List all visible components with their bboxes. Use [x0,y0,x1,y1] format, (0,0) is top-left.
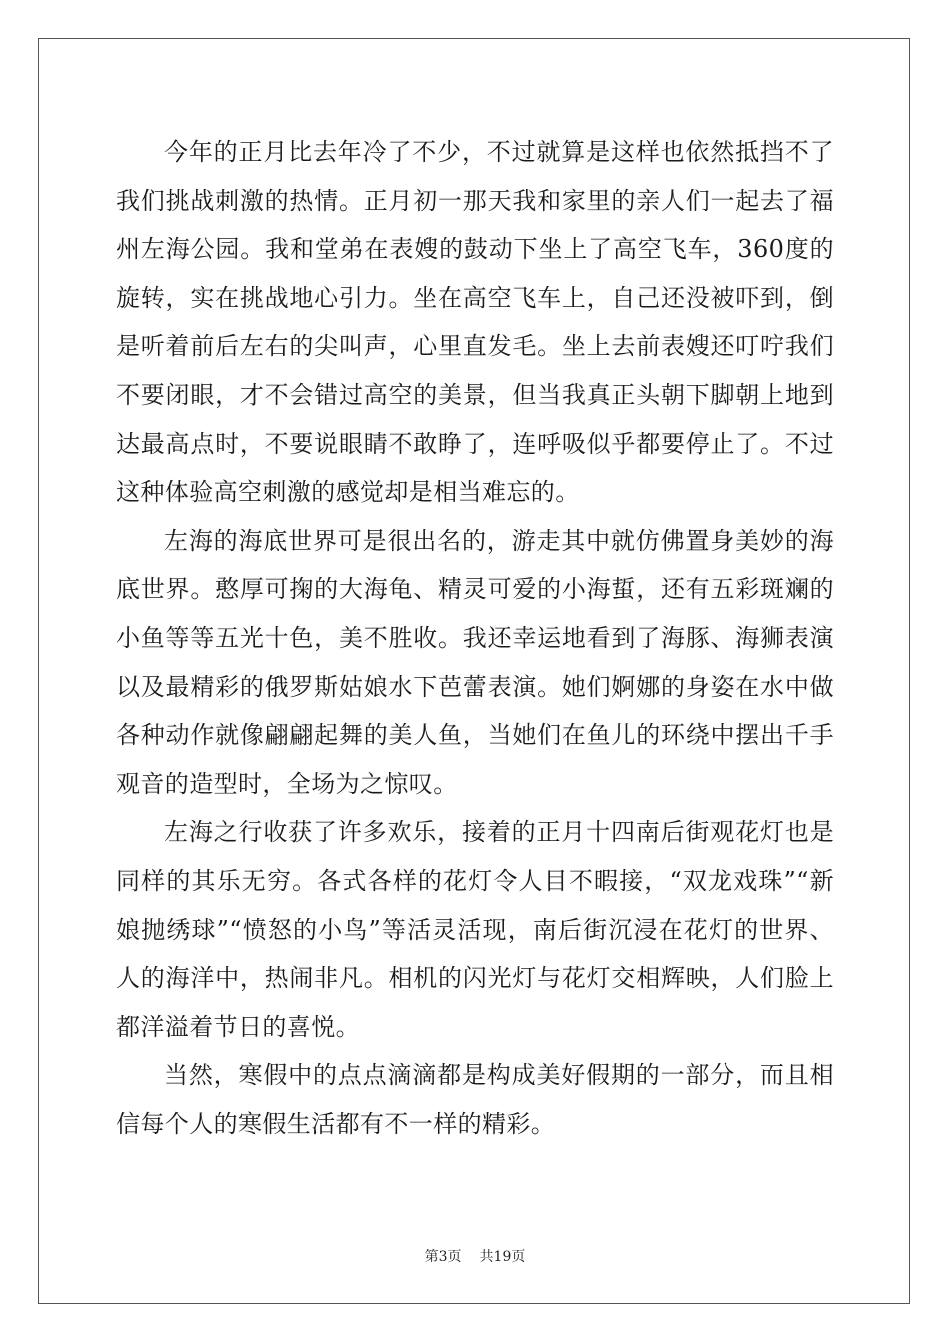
paragraph-3: 左海之行收获了许多欢乐，接着的正月十四南后街观花灯也是同样的其乐无穷。各式各样的花灯令人目不暇接，“双龙戏珠”“新娘抛绣球”“愤怒的小鸟”等活灵活现，南后街沉浸在花灯的世界、人的海洋中，热闹非凡。相机的闪光灯与花灯交相辉映，人们脸上都洋溢着节日的喜悦。 [116,818,834,1041]
page-footer [0,1246,950,1266]
paragraph-4: 当然，寒假中的点点滴滴都是构成美好假期的一部分，而且相信每个人的寒假生活都有不一样的精彩。 [116,1061,834,1138]
paragraph-2: 左海的海底世界可是很出名的，游走其中就仿佛置身美妙的海底世界。憨厚可掬的大海龟、精灵可爱的小海蜇，还有五彩斑斓的小鱼等等五光十色，美不胜收。我还幸运地看到了海豚、海狮表演以及最精彩的俄罗斯姑娘水下芭蕾表演。她们婀娜的身姿在水中做各种动作就像翩翩起舞的美人鱼，当她们在鱼儿的环绕中摆出千手观音的造型时，全场为之惊叹。 [116,526,834,798]
paragraph-1: 今年的正月比去年冷了不少，不过就算是这样也依然抵挡不了我们挑战刺激的热情。正月初一那天我和家里的亲人们一起去了福州左海公园。我和堂弟在表嫂的鼓动下坐上了高空飞车，360度的旋转，实在挑战地心引力。坐在高空飞车上，自己还没被吓到，倒是听着前后左右的尖叫声，心里直发毛。坐上去前表嫂还叮咛我们不要闭眼，才不会错过高空的美景，但当我真正头朝下脚朝上地到达最高点时，不要说眼睛不敢睁了，连呼吸似乎都要停止了。不过这种体验高空刺激的感觉却是相当难忘的。 [116,138,834,507]
document-body [116,128,834,1148]
page-number: 第3页 [424,1249,462,1265]
page-total: 共19页 [479,1249,526,1265]
